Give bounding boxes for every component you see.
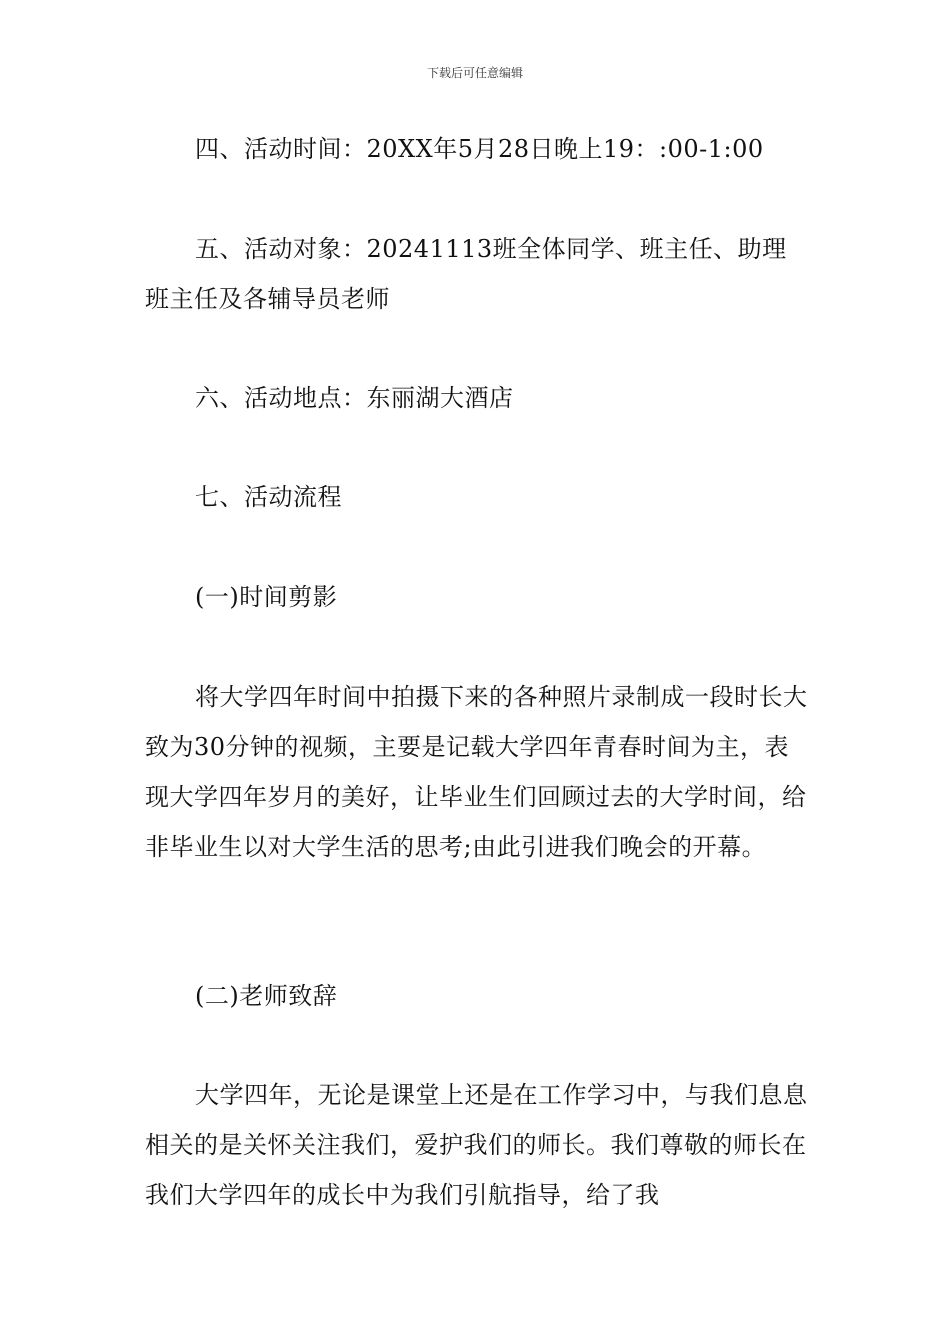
subsection-teacher-speech-title: (二)老师致辞	[195, 982, 338, 1010]
section-activity-flow: 七、活动流程	[195, 483, 342, 511]
section-activity-location: 六、活动地点：东丽湖大酒店	[195, 384, 514, 412]
page-header-note: 下载后可任意编辑	[426, 66, 523, 80]
subsection-teacher-speech-body: 大学四年，无论是课堂上还是在工作学习中，与我们息息相关的是关怀关注我们，爱护我们的师长。我们尊敬的师长在我们大学四年的成长中为我们引航指导，给了我	[145, 1081, 808, 1209]
subsection-time-montage-title: (一)时间剪影	[195, 583, 338, 611]
section-activity-participants: 五、活动对象：20241113班全体同学、班主任、助理班主任及各辅导员老师	[145, 235, 787, 313]
section-activity-time: 四、活动时间：20XX年5月28日晚上19：:00-1:00	[195, 135, 764, 163]
subsection-time-montage-body: 将大学四年时间中拍摄下来的各种照片录制成一段时长大致为30分钟的视频，主要是记载大学四年青春时间为主，表现大学四年岁月的美好，让毕业生们回顾过去的大学时间，给非毕业生以对大学生活的思考;由此引进我们晚会的开幕。	[145, 683, 808, 861]
